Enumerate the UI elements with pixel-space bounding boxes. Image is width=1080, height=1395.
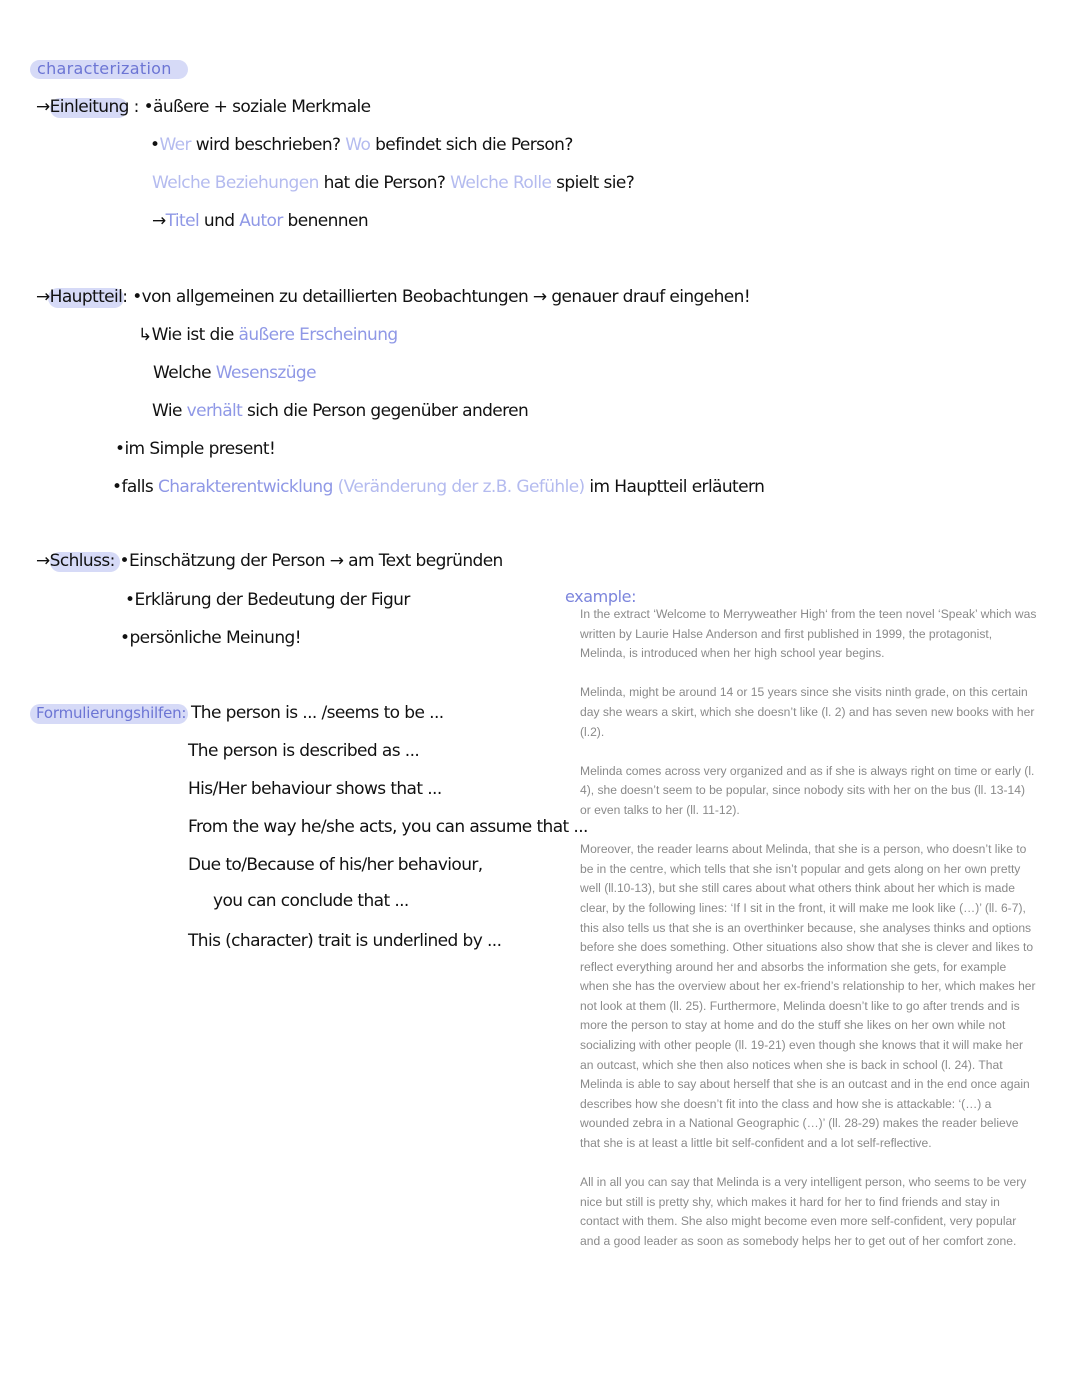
schluss-line3-text: persönliche Meinung! — [129, 628, 301, 648]
example-paragraph-5: All in all you can say that Melinda is a very intelligent person, who seems to be very nice but still is pretty shy, which makes it hard for her to find friends and stay in contact with them. She also might become even more self-confident, very popular and a good leader as soon as somebody helps her to get out of her comfort zone. — [580, 1175, 1027, 1248]
hauptteil-label: Hauptteil: — [49, 287, 128, 307]
example-paragraph-2: Melinda, might be around 14 or 15 years since she visits ninth grade, on this certain day she wears a skirt, which she doesn’t like (l. 2) and has seven new books with her (l.2). — [580, 685, 1035, 739]
bullet-icon: • — [143, 97, 154, 117]
wird-text: wird beschrieben? — [190, 135, 346, 155]
arrow-icon: → — [36, 97, 50, 117]
welche-text: Welche — [153, 363, 216, 383]
hauptteil-line2 — [138, 324, 398, 346]
falls-text: falls — [121, 477, 158, 497]
einleitung-line3 — [152, 172, 634, 194]
spielt-text: spielt sie? — [551, 173, 635, 193]
einleitung-line4 — [152, 210, 368, 232]
schluss-heading — [36, 550, 503, 572]
schluss-line3 — [120, 627, 301, 649]
formulierung-label: Formulierungshilfen: — [36, 704, 187, 722]
bullet-icon: • — [132, 287, 142, 307]
autor-word: Autor — [239, 211, 283, 231]
wer-word: Wer — [159, 135, 191, 155]
example-paragraph-3: Melinda comes across very organized and as if she is always right on time or early (l. 4), she doesn’t seem to be popular, since nobody sits with her on the bus (ll. 13-14) or even talks to her (ll. 11-12). — [580, 763, 1035, 817]
schluss-line2 — [125, 589, 410, 611]
bullet-icon: • — [112, 477, 122, 497]
example-label: example: — [565, 587, 637, 606]
schluss-label: Schluss: — [49, 551, 115, 571]
titel-word: Titel — [165, 211, 200, 231]
phrase-7: This (character) trait is underlined by ... — [188, 931, 502, 951]
bullet-icon: • — [120, 628, 130, 648]
einleitung-heading — [36, 96, 371, 118]
hat-text: hat die Person? — [318, 173, 451, 193]
example-text — [580, 605, 1038, 1271]
wie-text: Wie — [152, 401, 187, 421]
phrase-4: From the way he/she acts, you can assume that ... — [188, 817, 588, 837]
bullet-icon: • — [125, 590, 135, 610]
page-title: characterization — [37, 59, 172, 78]
example-paragraph-4: Moreover, the reader learns about Melinda, that she is a person, who doesn’t like to be in the centre, which tells that she isn’t popular and gets along on her own pretty well (ll.10-13), but she still cares about what others think about her which is made clear, by the following lines: ‘If I sit in the front, it will make me look like (…)’ (ll. 6-7), this also tells us that she is an overthinker because, she analyses thinks and options before she does something. Other situations also show that she is clever and likes to reflect everything around her and absorbs the information she gets, for example when she has the overview about her ex-friend’s relationship to her, which makes her not look at them (ll. 25). Furthermore, Melinda doesn’t like to go after trends and is more the person to stay at home and do the stuff she likes on her own while not socializing with other people (ll. 19-21) even though she knows that it will make her an outcast, which she then also notices when she is back in school (l. 24). That Melinda is able to say about herself that she is an outcast and in the end once again describes how she doesn’t fit into the class and how she is attackable: ‘(…) a wounded zebra in a National Geographic (…)’ (ll. 28-29) makes the reader believe that she is at least a little bit self-confident and a lot self-reflective. — [580, 842, 1036, 1151]
wesenszuege: Wesenszüge — [215, 363, 316, 383]
bullet-icon: • — [119, 551, 129, 571]
befindet-text: befindet sich die Person? — [370, 135, 573, 155]
hauptteil-line3 — [153, 362, 316, 384]
phrase-2: The person is described as ... — [188, 741, 420, 761]
veraenderung-text: (Veränderung der z.B. Gefühle) — [332, 477, 585, 497]
arrow-icon: → — [36, 551, 50, 571]
hauptteil-heading — [36, 286, 750, 308]
gegenueber-text: sich die Person gegenüber anderen — [242, 401, 529, 421]
einleitung-line2 — [150, 134, 573, 156]
arrow-icon: → — [36, 287, 50, 307]
welche-rolle: Welche Rolle — [450, 173, 552, 193]
sub-arrow-icon: ↳ — [138, 325, 152, 345]
aeussere-erscheinung: äußere Erscheinung — [238, 325, 398, 345]
example-paragraph-1: In the extract ‘Welcome to Merryweather High‘ from the teen novel ‘Speak’ which was written by Laurie Halse Anderson and first published in 1999, the protagonist, Melinda, is introduced when her high school year begins. — [580, 607, 1037, 661]
hauptteil-line6 — [112, 476, 764, 498]
wo-word: Wo — [345, 135, 371, 155]
und-text: und — [199, 211, 240, 231]
welche-beziehungen: Welche Beziehungen — [152, 173, 319, 193]
simple-present: im Simple present! — [124, 439, 276, 459]
hauptteil-line1: von allgemeinen zu detaillierten Beobachtungen → genauer drauf eingehen! — [141, 287, 751, 307]
schluss-line1: Einschätzung der Person → am Text begründen — [128, 551, 503, 571]
einleitung-line1: äußere + soziale Merkmale — [153, 97, 371, 117]
phrase-6: you can conclude that ... — [213, 891, 409, 911]
phrase-5: Due to/Because of his/her behaviour, — [188, 855, 483, 875]
bullet-icon: • — [150, 135, 160, 155]
phrase-3: His/Her behaviour shows that ... — [188, 779, 442, 799]
im-hauptteil-text: im Hauptteil erläutern — [584, 477, 765, 497]
charakterentwicklung: Charakterentwicklung — [157, 477, 333, 497]
schluss-line2-text: Erklärung der Bedeutung der Figur — [134, 590, 410, 610]
verhaelt-word: verhält — [186, 401, 243, 421]
wie-ist-text: Wie ist die — [151, 325, 239, 345]
bullet-icon: • — [115, 439, 125, 459]
benennen-text: benennen — [282, 211, 368, 231]
arrow-icon: → — [152, 211, 166, 231]
colon: : — [133, 97, 139, 117]
einleitung-label: Einleitung — [49, 97, 129, 117]
hauptteil-line5 — [115, 438, 275, 460]
phrase-1: The person is ... /seems to be ... — [191, 703, 444, 723]
hauptteil-line4 — [152, 400, 528, 422]
